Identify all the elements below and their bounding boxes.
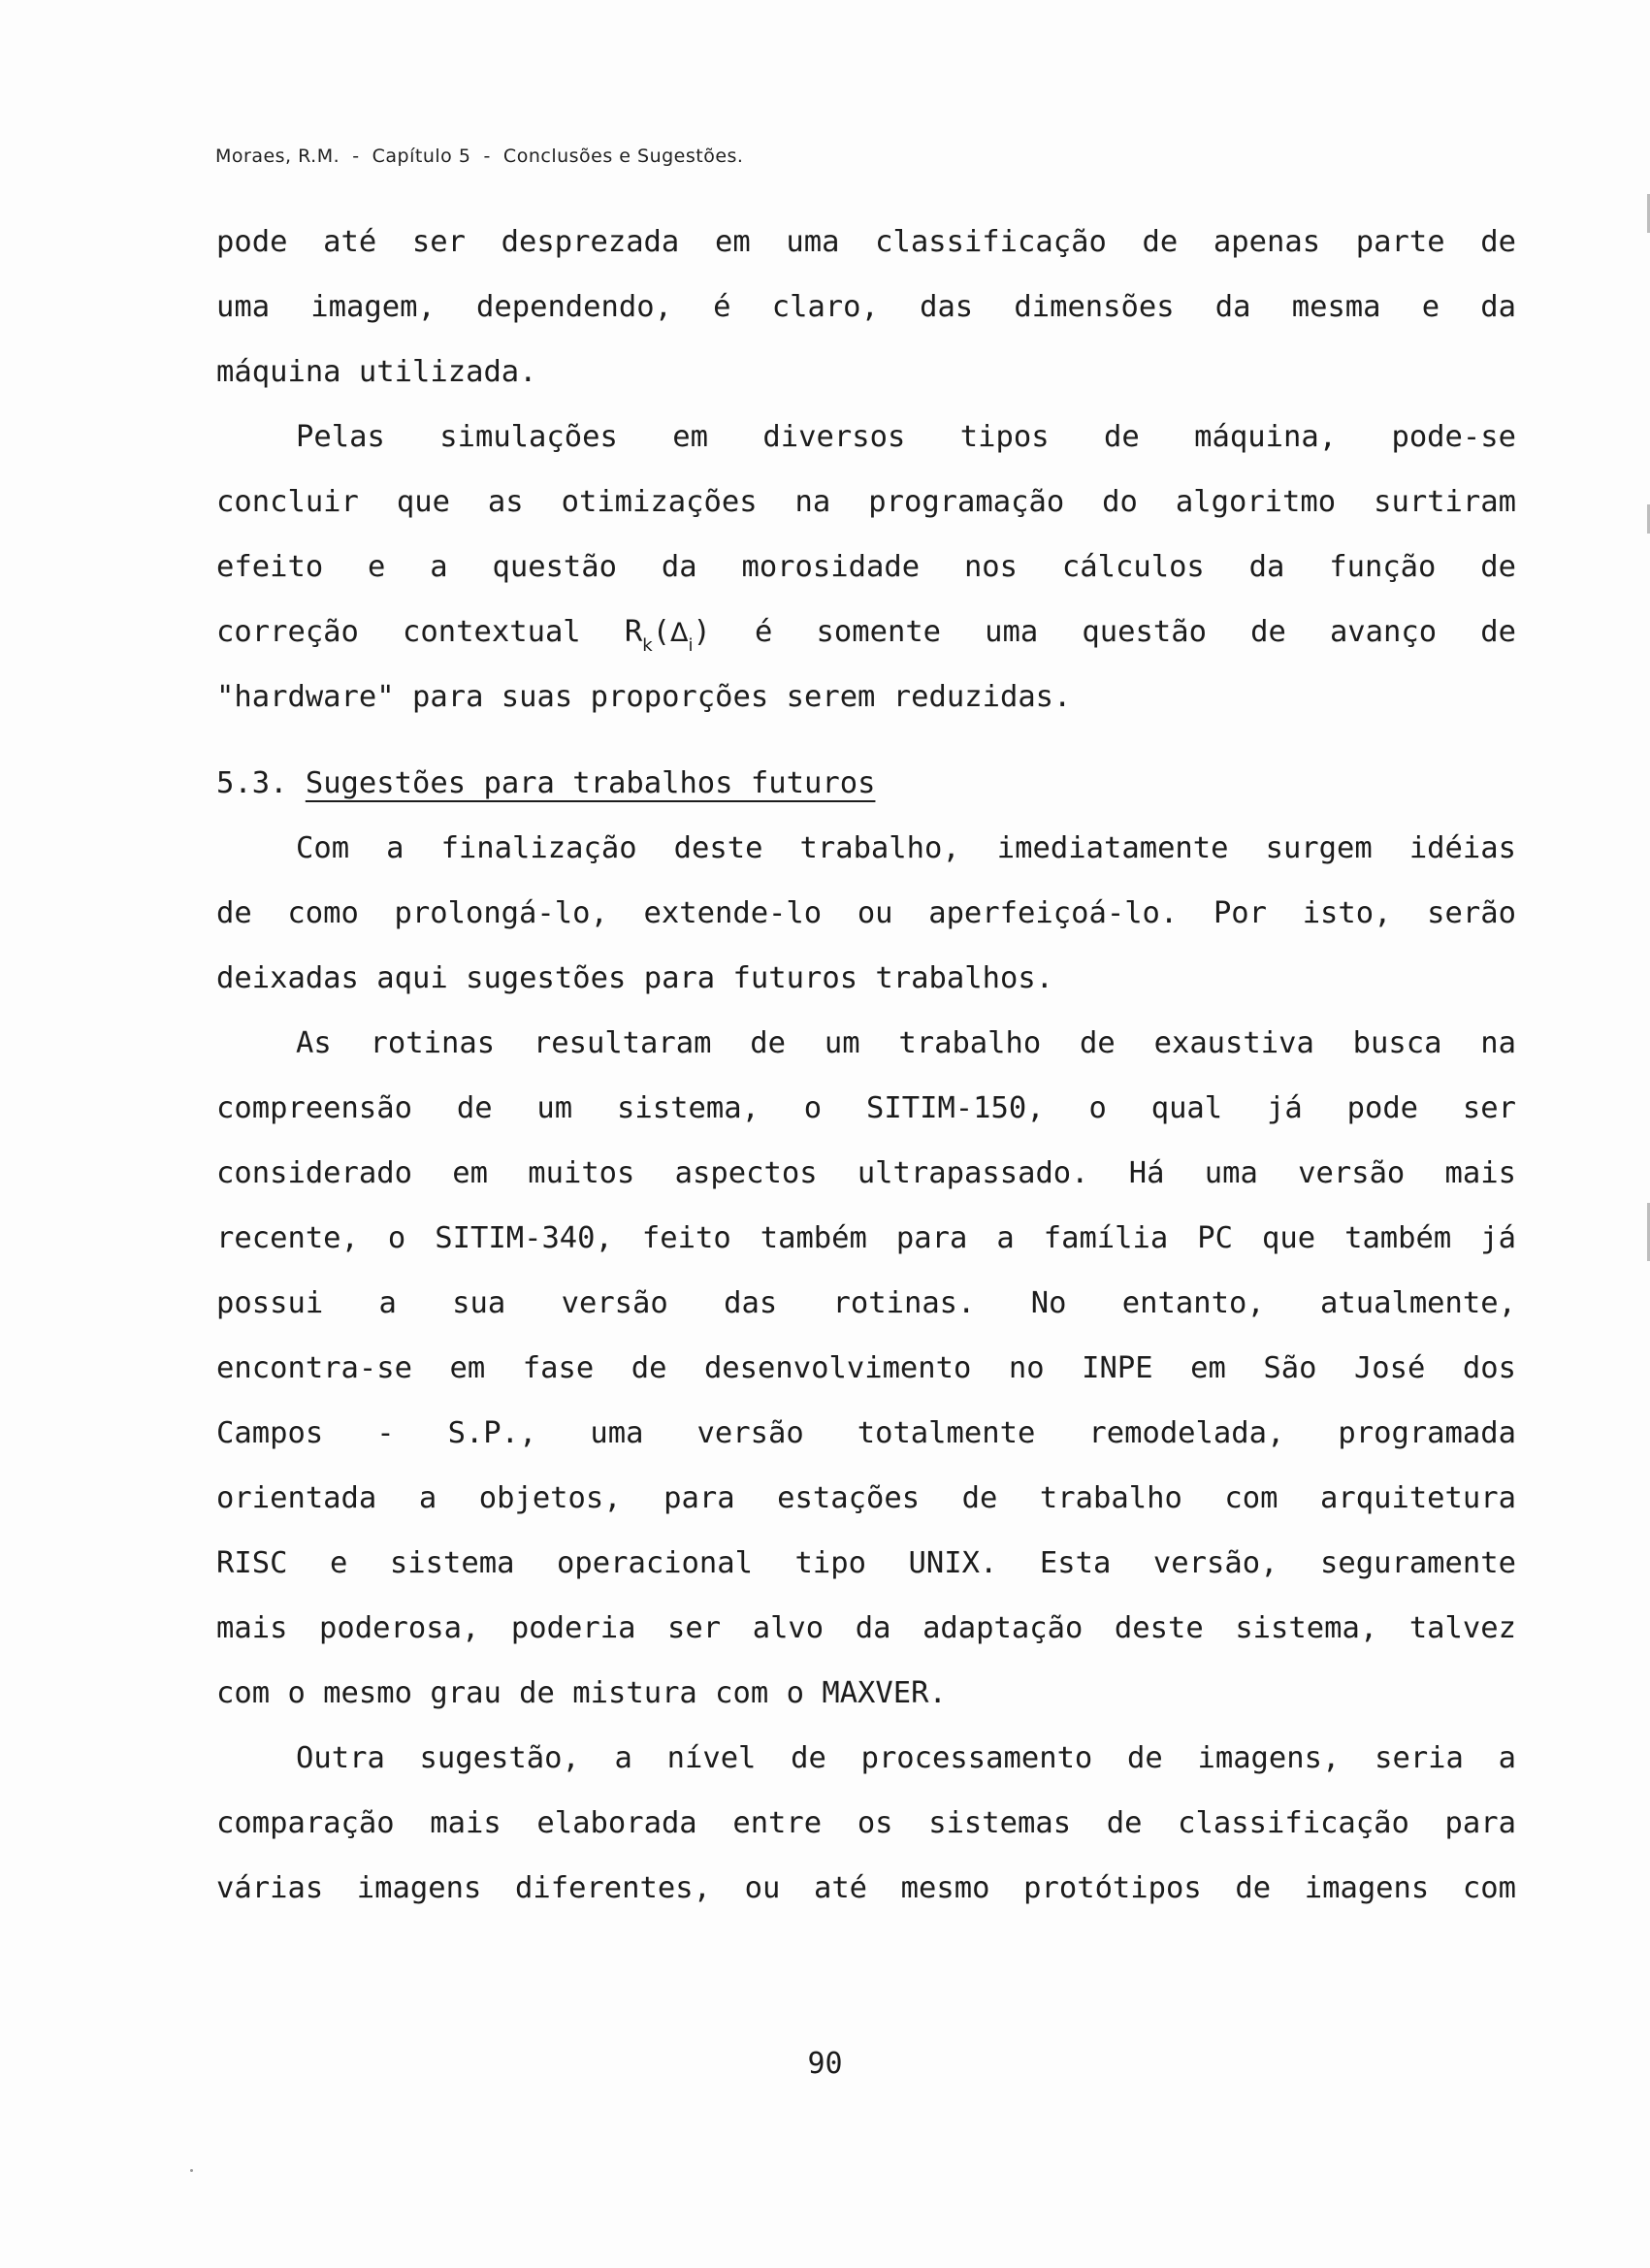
formula-subscript-i: i xyxy=(688,635,694,656)
paragraph xyxy=(216,210,1516,405)
section-gap xyxy=(216,729,1516,751)
text-line: efeito e a questão da morosidade nos cálculos da função de xyxy=(216,550,1516,584)
text-line: Pelas simulações em diversos tipos de máquina, pode-se xyxy=(296,420,1516,454)
text-line: Com a finalização deste trabalho, imediatamente surgem idéias xyxy=(296,831,1516,865)
paragraph xyxy=(216,1011,1516,1726)
text-span: é somente uma questão de avanço de xyxy=(710,615,1516,649)
scan-speck xyxy=(190,2169,193,2172)
text-line: Campos - S.P., uma versão totalmente remodelada, programada xyxy=(216,1416,1516,1450)
text-line: compreensão de um sistema, o SITIM-150, o qual já pode ser xyxy=(216,1091,1516,1125)
text-line: RISC e sistema operacional tipo UNIX. Esta versão, seguramente xyxy=(216,1546,1516,1580)
text-line: mais poderosa, poderia ser alvo da adaptação deste sistema, talvez xyxy=(216,1611,1516,1645)
page-number: 90 xyxy=(807,2047,843,2081)
body-text xyxy=(216,210,1516,1921)
text-line: com o mesmo grau de mistura com o MAXVER. xyxy=(216,1676,947,1710)
formula-delta: Δ xyxy=(670,618,689,648)
text-line: deixadas aqui sugestões para futuros trabalhos. xyxy=(216,961,1054,995)
text-line: "hardware" para suas proporções serem reduzidas. xyxy=(216,680,1072,714)
section-number: 5.3. xyxy=(216,766,306,800)
text-line: Outra sugestão, a nível de processamento de imagens, seria a xyxy=(296,1741,1516,1775)
text-line: possui a sua versão das rotinas. No entanto, atualmente, xyxy=(216,1286,1516,1320)
running-head: Moraes, R.M. - Capítulo 5 - Conclusões e Sugestões. xyxy=(215,146,744,167)
text-line: recente, o SITIM-340, feito também para a família PC que também já xyxy=(216,1221,1516,1255)
paragraph xyxy=(216,1726,1516,1921)
text-line: encontra-se em fase de desenvolvimento no INPE em São José dos xyxy=(216,1351,1516,1385)
text-line: concluir que as otimizações na programação do algoritmo surtiram xyxy=(216,485,1516,519)
section-title: Sugestões para trabalhos futuros xyxy=(305,766,876,800)
paragraph xyxy=(216,405,1516,729)
formula-subscript-k: k xyxy=(642,635,653,656)
text-line: várias imagens diferentes, ou até mesmo protótipos de imagens com xyxy=(216,1871,1516,1905)
text-line: pode até ser desprezada em uma classificação de apenas parte de xyxy=(216,225,1516,259)
text-line: orientada a objetos, para estações de trabalho com arquitetura xyxy=(216,1481,1516,1515)
text-span: correção contextual xyxy=(216,615,625,649)
formula-line xyxy=(216,599,1516,664)
text-line: máquina utilizada. xyxy=(216,355,537,389)
paragraph xyxy=(216,816,1516,1011)
formula-open-paren: ( xyxy=(652,615,670,649)
text-line: comparação mais elaborada entre os sistemas de classificação para xyxy=(216,1806,1516,1840)
section-heading xyxy=(216,751,1516,816)
text-line: uma imagem, dependendo, é claro, das dimensões da mesma e da xyxy=(216,290,1516,324)
text-line: considerado em muitos aspectos ultrapassado. Há uma versão mais xyxy=(216,1156,1516,1190)
formula-symbol: R xyxy=(624,615,643,649)
formula-close-paren: ) xyxy=(693,615,711,649)
text-line: de como prolongá-lo, extende-lo ou aperfeiçoá-lo. Por isto, serão xyxy=(216,896,1516,930)
text-line: As rotinas resultaram de um trabalho de exaustiva busca na xyxy=(296,1026,1516,1060)
